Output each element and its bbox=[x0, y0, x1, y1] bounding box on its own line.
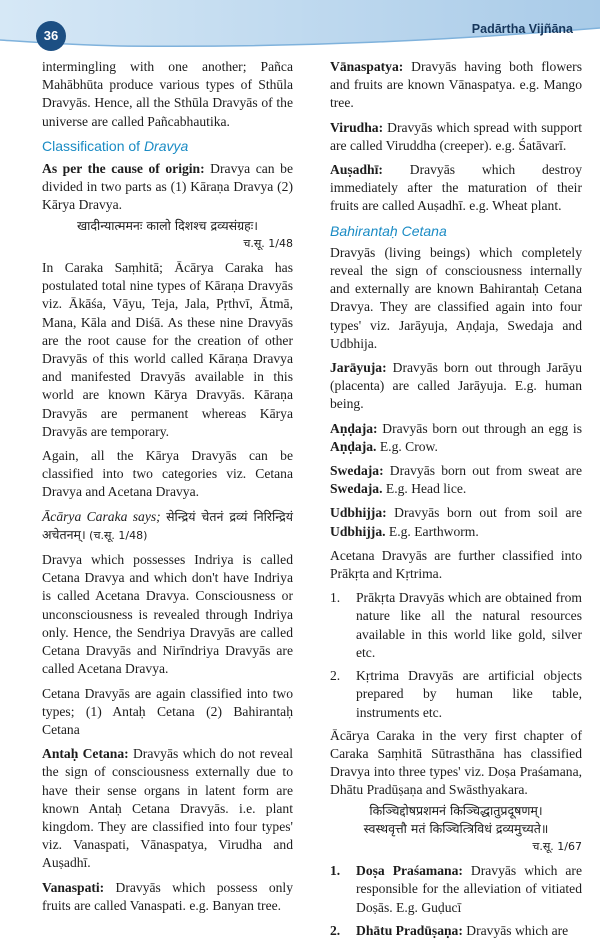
paragraph: intermingling with one another; Pañca Mahābhūta produce various types of Sthūla Dravyās. Hence, all the Sthūla Dravyās of the universe are called Pañcabhautika. bbox=[42, 59, 293, 129]
paragraph: As per the cause of origin: Dravya can be divided in two parts as (1) Kāraṇa Dravya (2) Kārya Dravya. bbox=[42, 161, 293, 213]
paragraph: Vanaspati: Dravyās which possess only fruits are called Vanaspati. e.g. Banyan tree. bbox=[42, 879, 293, 913]
running-head: Padārtha Vijñāna bbox=[471, 22, 573, 36]
paragraph: Auṣadhī: Dravyās which destroy immediately after the maturation of their fruits are called Auṣadhī. e.g. Wheat plant. bbox=[330, 162, 582, 214]
paragraph: Virudha: Dravyās which spread with support are called Viruddha (creeper). e.g. Śatāvarī. bbox=[330, 119, 582, 153]
paragraph: Swedaja: Dravyās born out from sweat are Swedaja. E.g. Head lice. bbox=[330, 463, 582, 497]
paragraph: Dravya which possesses Indriya is called Cetana Dravya and which don't have Indriya is called Acetana Dravya. Consciousness or unconsciousness is revealed through Indriya only. Hence, the Sendriya Dravyās are called Cetana Dravyās and Nirīndriya Dravyās are called Acetana Dravya. bbox=[42, 552, 293, 677]
paragraph: In Caraka Saṃhitā; Ācārya Caraka has postulated total nine types of Kāraṇa Dravyās viz. Ākāśa, Vāyu, Teja, Jala, Pṛthvī, Ātmā, Mana, Kāla and Diśā. As these nine Dravyās are the root cause for the creation of other Dravyās of this world called Kāraṇa Dravya and manifested Dravyās available in this world are known Kārya Dravyās. Kāraṇa Dravyās are permanent whereas Kārya Dravyās are temporary. bbox=[42, 260, 293, 439]
left-column bbox=[42, 58, 293, 921]
page-header bbox=[0, 0, 600, 58]
page-number: 36 bbox=[36, 21, 66, 51]
numbered-list bbox=[330, 862, 582, 940]
sloka-line: किञ्चिद्दोषप्रशमनं किञ्चिद्धातुप्रदूषणम्। bbox=[369, 802, 543, 818]
list-item: 1. Prākṛta Dravyās which are obtained from nature like all the natural resources available in this world like gold, silver etc. bbox=[330, 590, 582, 660]
paragraph: Acetana Dravyās are further classified into Prākṛta and Kṛtrima. bbox=[330, 547, 582, 582]
paragraph: Dravyās (living beings) which completely reveal the sign of consciousness internally and externally are known Bahirantaḥ Cetana Dravya. They are classified again into four types' viz. Jarāyuja, Aṇḍaja, Swedaja and Udbhija. bbox=[330, 244, 582, 351]
sloka-reference: च.सू. 1/67 bbox=[532, 839, 582, 853]
paragraph: Again, all the Kārya Dravyās can be classified into two categories viz. Cetana Dravya and Acetana Dravya. bbox=[42, 448, 293, 500]
paragraph: Vānaspatya: Dravyās having both flowers and fruits are known Vānaspatya. e.g. Mango tree. bbox=[330, 59, 582, 111]
paragraph: Udbhijja: Dravyās born out from soil are Udbhijja. E.g. Earthworm. bbox=[330, 505, 582, 539]
sloka: खादीन्यात्ममनः कालो दिशश्च द्रव्यसंग्रहः। bbox=[76, 217, 259, 233]
right-column bbox=[330, 58, 582, 945]
sloka-line: स्वस्थवृत्तौ मतं किञ्चित्त्रिविधं द्रव्यमुच्यते॥ bbox=[363, 820, 549, 836]
paragraph: Cetana Dravyās are again classified into two types; (1) Antaḥ Cetana (2) Bahirantaḥ Cetana bbox=[42, 685, 293, 737]
paragraph: Antaḥ Cetana: Dravyās which do not reveal the sign of consciousness externally due to have their sense organs in latent form are known Antaḥ Cetana Dravyās. i.e. plant kingdom. They are classified into four types' viz. Vanaspati, Vānaspatya, Virudha and Auṣadhī. bbox=[42, 746, 293, 871]
paragraph: Aṇḍaja: Dravyās born out through an egg is Aṇḍaja. E.g. Crow. bbox=[330, 420, 582, 454]
list-item: 2. Kṛtrima Dravyās are artificial objects prepared by human like table, instruments etc. bbox=[330, 668, 582, 720]
numbered-list bbox=[330, 589, 582, 721]
list-item: 1. Doṣa Praśamana: Dravyās which are responsible for the alleviation of vitiated Doṣās. E.g. Guḍucī bbox=[330, 863, 582, 915]
sloka-reference: च.सू. 1/48 bbox=[243, 236, 293, 250]
list-item: 2. Dhātu Pradūṣaṇa: Dravyās which are bbox=[330, 922, 569, 938]
paragraph: Ācārya Caraka in the very first chapter of Caraka Saṃhitā Sūtrasthāna has classified Dravya into three types' viz. Doṣa Praśamana, Dhātu Pradūṣaṇa and Swāsthyakara. bbox=[330, 727, 582, 798]
section-heading: Classification of Dravya bbox=[42, 137, 189, 154]
paragraph: Jarāyuja: Dravyās born out through Jarāyu (placenta) are called Jarāyuja. E.g. human being. bbox=[330, 360, 582, 412]
section-heading: Bahirantaḥ Cetana bbox=[330, 222, 447, 239]
paragraph: Ācārya Caraka says; सेन्द्रियं चेतनं द्रव्यं निरिन्द्रियं अचेतनम्। (च.सू. 1/48) bbox=[42, 508, 293, 542]
